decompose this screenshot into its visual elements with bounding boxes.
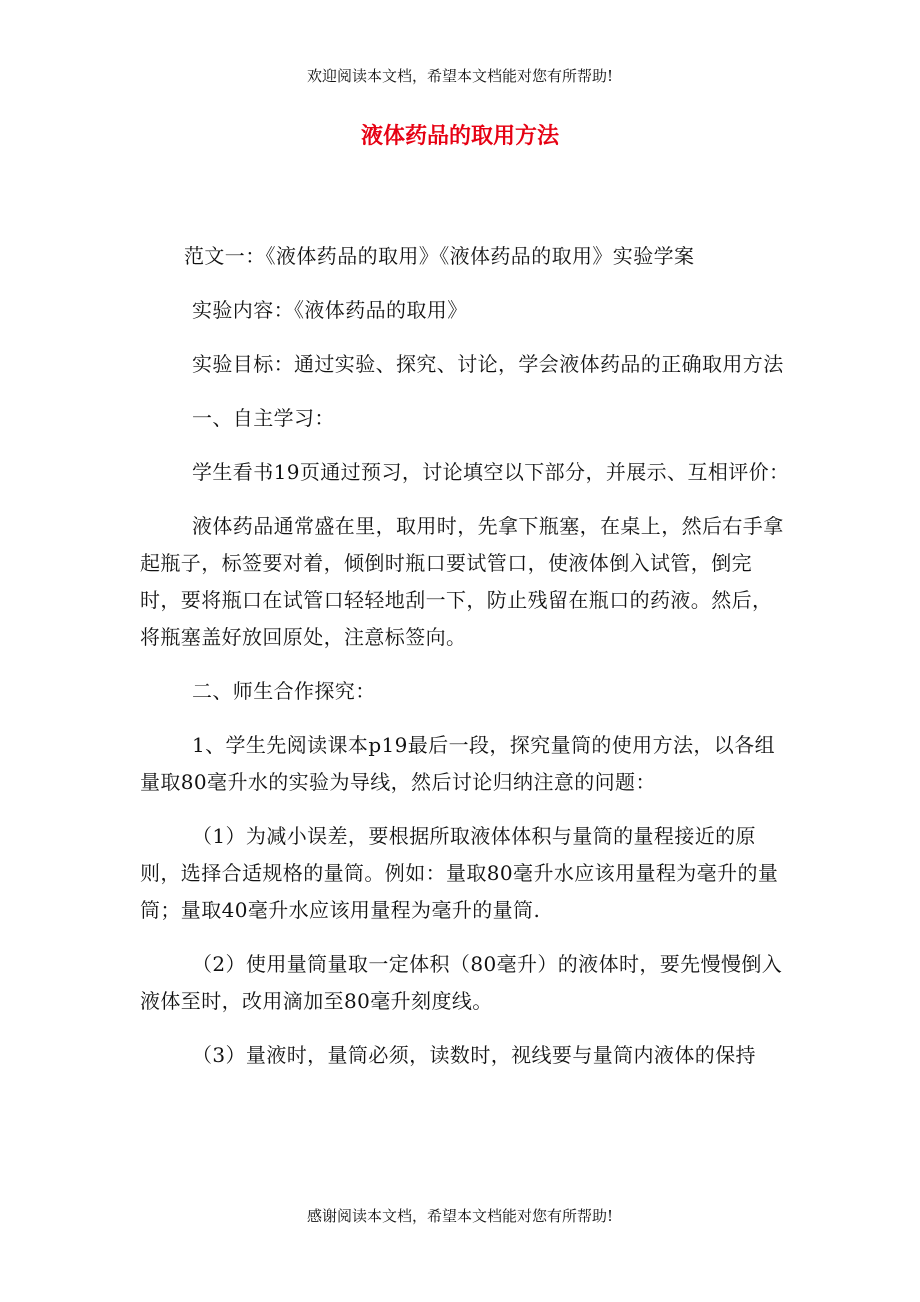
document-title: 液体药品的取用方法	[360, 123, 559, 149]
paragraph: 范文一：《液体药品的取用》《液体药品的取用》实验学案	[184, 244, 695, 268]
section-heading: 一、自主学习：	[192, 406, 335, 430]
paragraph: 学生看书19页通过预习，讨论填空以下部分，并展示、互相评价：	[192, 460, 790, 484]
header-note: 欢迎阅读本文档，希望本文档能对您有所帮助!	[306, 67, 614, 85]
paragraph: 实验内容：《液体药品的取用》	[192, 298, 468, 322]
paragraph: 液体药品通常盛在里，取用时，先拿下瓶塞，在桌上，然后右手拿起瓶子，标签要对着，倾倒时瓶口要试管口，使液体倒入试管，倒完时，要将瓶口在试管口轻轻地刮一下，防止残留在瓶口的药液。然后，将瓶塞盖好放回原处，注意标签向。	[140, 514, 784, 649]
footer-note: 感谢阅读本文档，希望本文档能对您有所帮助!	[306, 1207, 614, 1225]
paragraph: 实验目标：通过实验、探究、讨论，学会液体药品的正确取用方法	[192, 352, 784, 376]
paragraph: （2）使用量筒量取一定体积（80毫升）的液体时，要先慢慢倒入液体至时，改用滴加至80毫升刻度线。	[140, 952, 783, 1013]
paragraph: （3）量液时，量筒必须，读数时，视线要与量筒内液体的保持	[192, 1043, 756, 1067]
document-body	[140, 238, 790, 1091]
paragraph: （1）为减小误差，要根据所取液体体积与量筒的量程接近的原则，选择合适规格的量筒。例如：量取80毫升水应该用量程为毫升的量筒；量取40毫升水应该用量程为毫升的量筒.	[140, 824, 779, 922]
section-heading: 二、师生合作探究：	[192, 679, 376, 703]
paragraph: 1、学生先阅读课本p19最后一段，探究量筒的使用方法，以各组量取80毫升水的实验为导线，然后讨论归纳注意的问题：	[140, 733, 775, 794]
